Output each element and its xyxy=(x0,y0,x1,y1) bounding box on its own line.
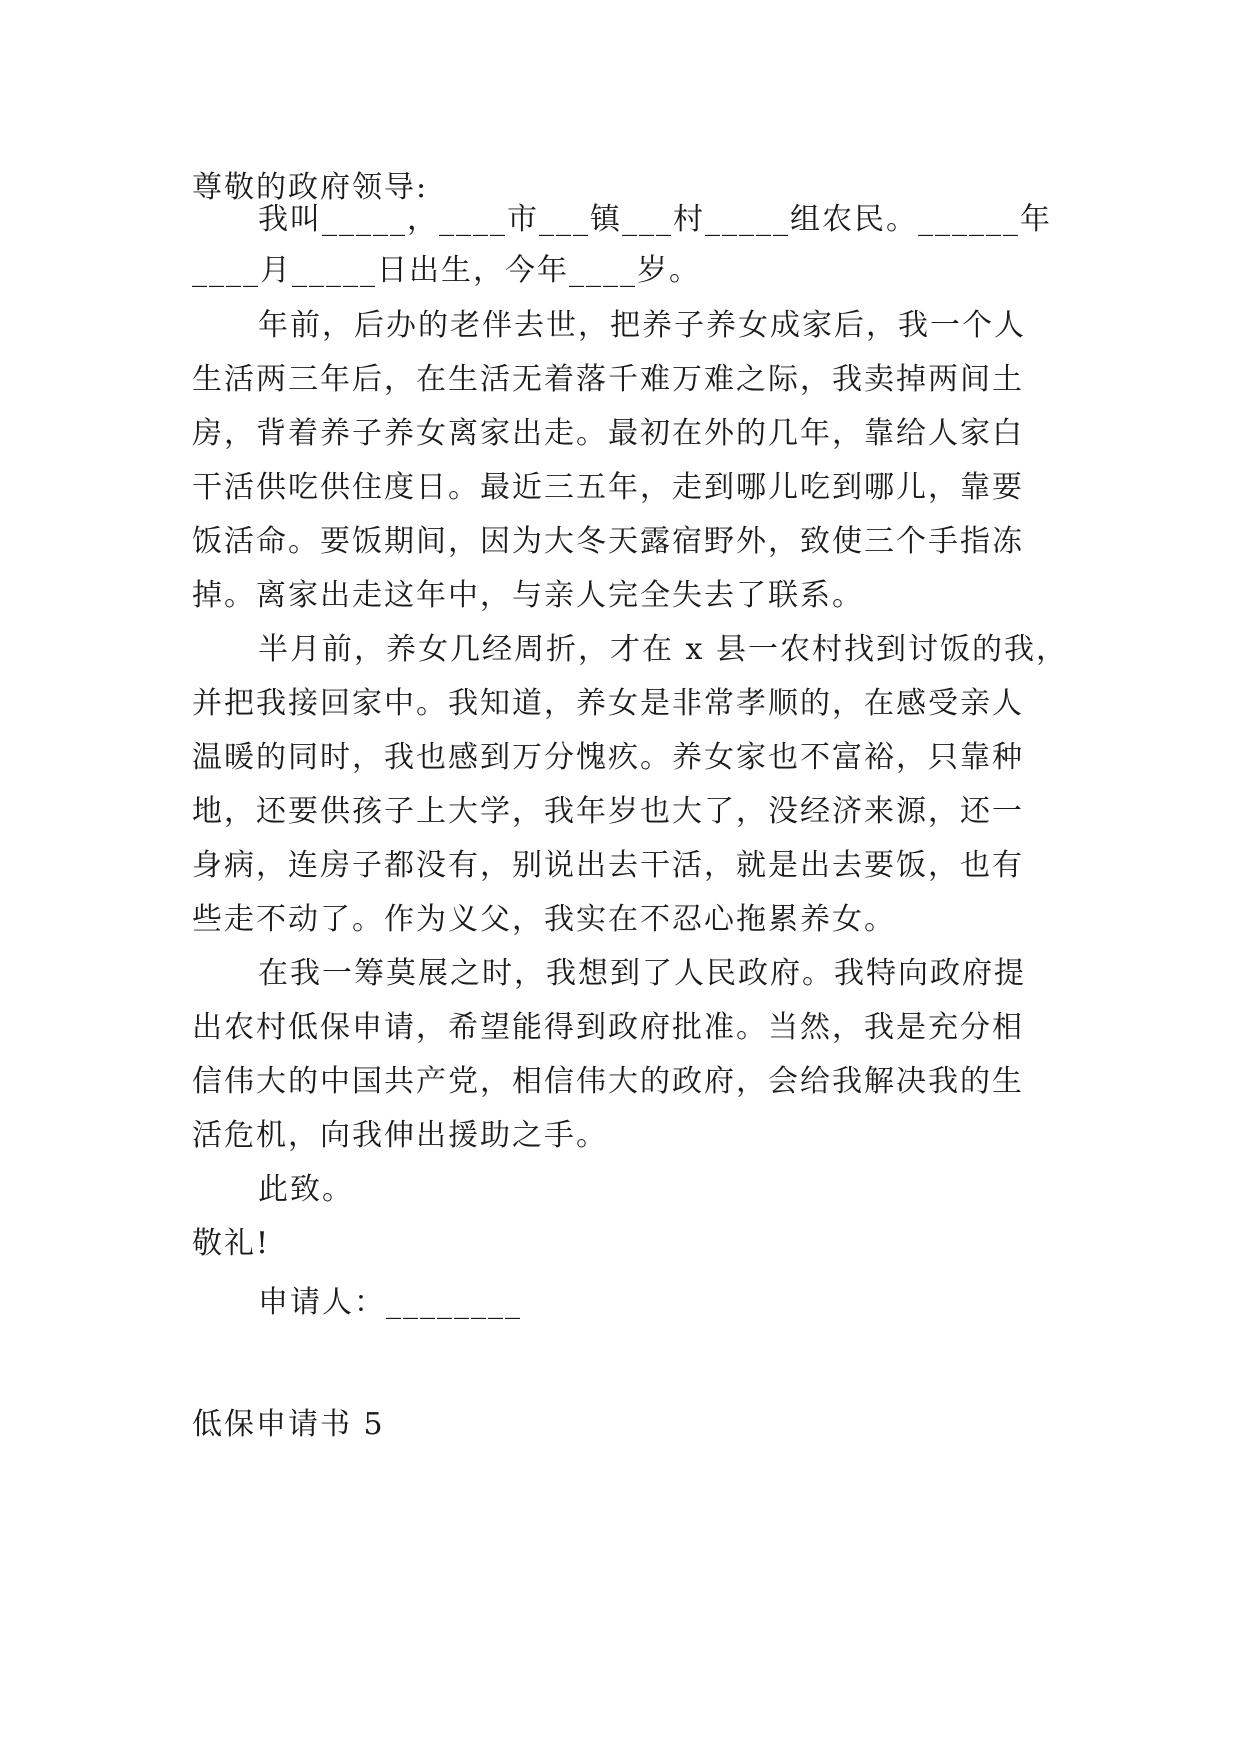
paragraph-line: 饭活命。要饭期间，因为大冬天露宿野外，致使三个手指冻 xyxy=(192,524,1024,559)
paragraph-line: 地，还要供孩子上大学，我年岁也大了，没经济来源，还一 xyxy=(192,794,1024,829)
signature-line: 申请人：________ xyxy=(258,1285,522,1320)
paragraph-line: 些走不动了。作为义父，我实在不忍心拖累养女。 xyxy=(192,902,896,937)
paragraph-line: 半月前，养女几经周折，才在 x 县一农村找到讨饭的我， xyxy=(258,632,1068,667)
paragraph-line: ____月_____日出生，今年____岁。 xyxy=(192,253,701,288)
paragraph-line: 并把我接回家中。我知道，养女是非常孝顺的，在感受亲人 xyxy=(192,686,1024,721)
paragraph-line: 年前，后办的老伴去世，把养子养女成家后，我一个人 xyxy=(258,308,1026,343)
next-section-title: 低保申请书 5 xyxy=(192,1407,385,1442)
paragraph-line: 干活供吃供住度日。最近三五年，走到哪儿吃到哪儿，靠要 xyxy=(192,470,1024,505)
paragraph-line: 出农村低保申请，希望能得到政府批准。当然，我是充分相 xyxy=(192,1010,1024,1045)
paragraph-line: 我叫_____，____市___镇___村_____组农民。______年 xyxy=(258,202,1052,237)
paragraph-line: 掉。离家出走这年中，与亲人完全失去了联系。 xyxy=(192,578,864,613)
paragraph-line: 在我一筹莫展之时，我想到了人民政府。我特向政府提 xyxy=(258,956,1026,991)
closing: 此致。 xyxy=(258,1172,354,1207)
paragraph-line: 房，背着养子养女离家出走。最初在外的几年，靠给人家白 xyxy=(192,416,1024,451)
paragraph-line: 身病，连房子都没有，别说出去干活，就是出去要饭，也有 xyxy=(192,848,1024,883)
paragraph-line: 生活两三年后，在生活无着落千难万难之际，我卖掉两间土 xyxy=(192,362,1024,397)
paragraph-line: 活危机，向我伸出援助之手。 xyxy=(192,1118,608,1153)
regards: 敬礼! xyxy=(192,1226,271,1261)
salutation: 尊敬的政府领导: xyxy=(192,170,429,205)
paragraph-line: 信伟大的中国共产党，相信伟大的政府，会给我解决我的生 xyxy=(192,1064,1024,1099)
paragraph-line: 温暖的同时，我也感到万分愧疚。养女家也不富裕，只靠种 xyxy=(192,740,1024,775)
